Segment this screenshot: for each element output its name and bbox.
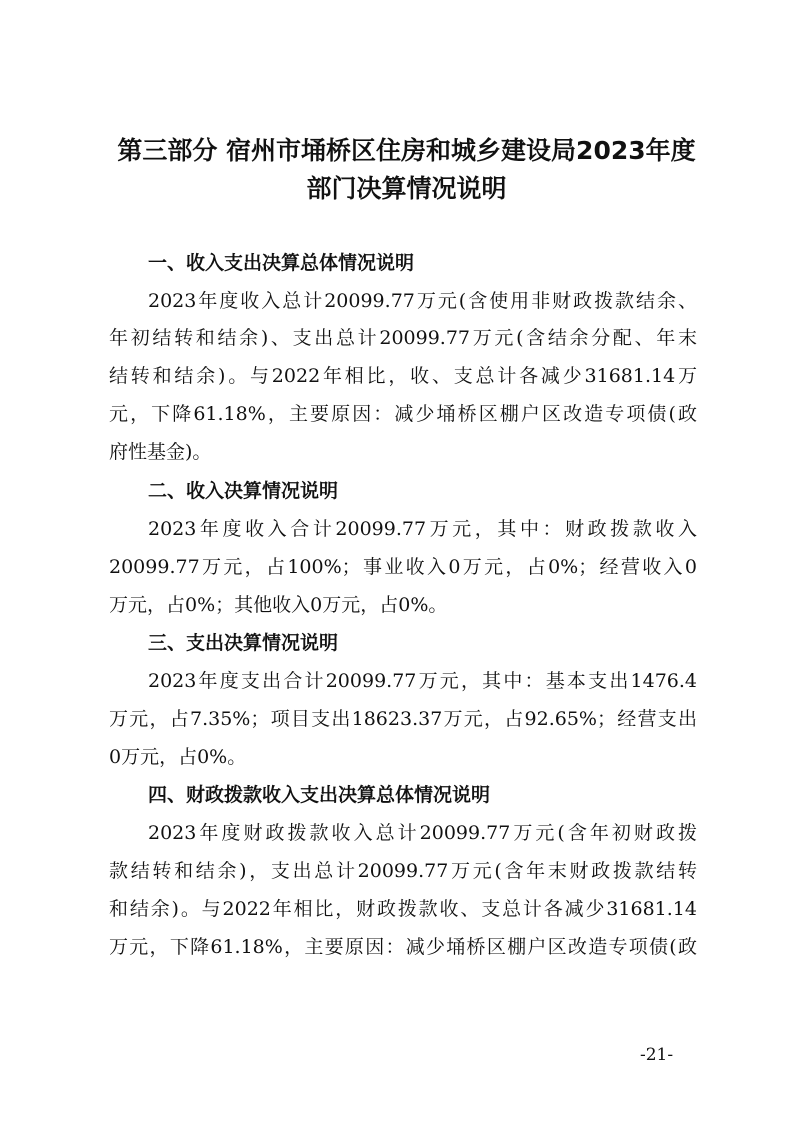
paragraph-line: 和结余)。与2022年相比，财政拨款收、支总计各减少31681.14 [109,898,697,920]
paragraph-line: 款结转和结余)，支出总计20099.77万元(含年末财政拨款结转 [109,860,697,882]
paragraph-line: 万元，占0%；其他收入0万元，占0%。 [109,594,448,616]
section-heading-1: 一、收入支出决算总体情况说明 [148,252,415,274]
paragraph-line: 2023年度财政拨款收入总计20099.77万元(含年初财政拨 [148,822,697,844]
document-title-line-2: 部门决算情况说明 [306,174,507,203]
paragraph-line: 元，下降61.18%，主要原因：减少埇桥区棚户区改造专项债(政 [109,403,697,425]
paragraph-line: 2023年度收入合计20099.77万元，其中：财政拨款收入 [148,518,697,540]
section-heading-3: 三、支出决算情况说明 [148,632,339,654]
paragraph-line: 府性基金)。 [109,441,212,463]
paragraph-line: 年初结转和结余)、支出总计20099.77万元(含结余分配、年末 [109,327,697,349]
paragraph-line: 0万元，占0%。 [109,746,247,768]
paragraph-line: 万元，占7.35%；项目支出18623.37万元，占92.65%；经营支出 [109,708,697,730]
paragraph-line: 20099.77万元，占100%；事业收入0万元，占0%；经营收入0 [109,556,697,578]
page-number: -21- [640,1045,674,1065]
paragraph-line: 2023年度收入总计20099.77万元(含使用非财政拨款结余、 [148,290,697,312]
section-heading-2: 二、收入决算情况说明 [148,480,339,502]
paragraph-line: 万元，下降61.18%，主要原因：减少埇桥区棚户区改造专项债(政 [109,936,697,958]
section-heading-4: 四、财政拨款收入支出决算总体情况说明 [148,784,491,806]
paragraph-line: 结转和结余)。与2022年相比，收、支总计各减少31681.14万 [109,365,697,387]
paragraph-line: 2023年度支出合计20099.77万元，其中：基本支出1476.4 [148,670,697,692]
document-title-line-1: 第三部分 宿州市埇桥区住房和城乡建设局2023年度 [117,136,696,165]
